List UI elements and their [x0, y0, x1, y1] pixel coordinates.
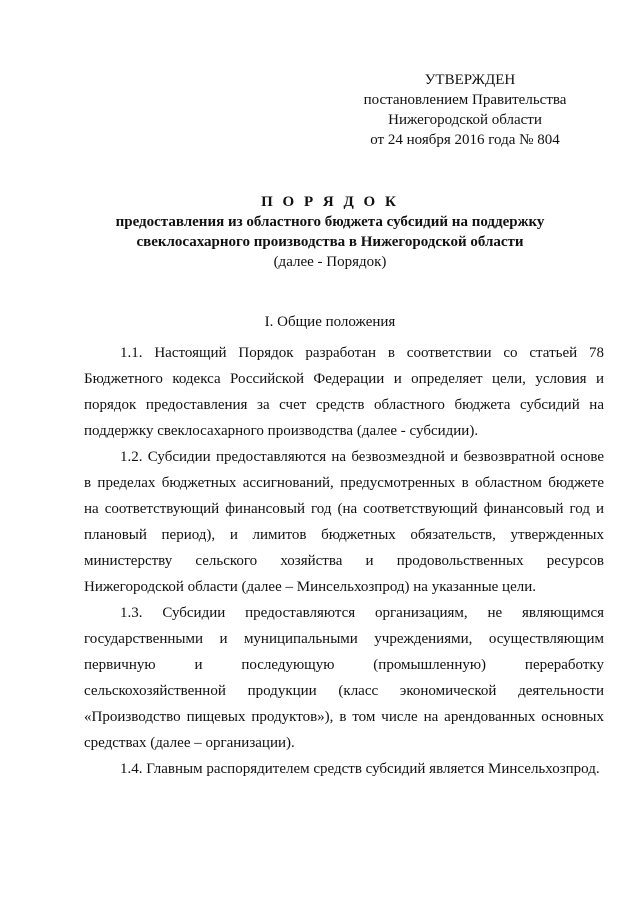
approval-stamp — [355, 70, 575, 150]
title-word: П О Р Я Д О К — [261, 194, 399, 210]
paragraph-1-2: 1.2. Субсидии предоставляются на безвозмездной и безвозвратной основе в пределах бюджетных ассигнований, предусмотренных в областном бюджете на соответствующий финансовый год (на соответствующий финансовый год и плановый период), и лимитов бюджетных обязательств, утвержденных министерству сельского хозяйства и продовольственных ресурсов Нижегородской области (далее – Минсельхозпрод) на указанные цели. — [84, 449, 604, 595]
document-body — [84, 340, 604, 782]
paragraph-1-3: 1.3. Субсидии предоставляются организациям, не являющимся государственными и муниципальными учреждениями, осуществляющим первичную и последующую (промышленную) переработку сельскохозяйственной продукции (класс экономической деятельности «Производство пищевых продуктов»), в том числе на арендованных основных средствах (далее – организации). — [84, 605, 604, 751]
approval-line: постановлением Правительства — [363, 92, 567, 108]
title-line: предоставления из областного бюджета субсидий на поддержку — [115, 214, 545, 230]
paragraph-1-1: 1.1. Настоящий Порядок разработан в соответствии со статьей 78 Бюджетного кодекса Российской Федерации и определяет цели, условия и порядок предоставления за счет средств областного бюджета субсидий на поддержку свеклосахарного производства (далее - субсидии). — [84, 345, 604, 439]
section-heading: I. Общие положения — [264, 314, 396, 330]
title-line: свеклосахарного производства в Нижегородской области — [136, 234, 524, 250]
paragraph-1-4: 1.4. Главным распорядителем средств субсидий является Минсельхозпрод. — [120, 761, 600, 777]
title-note: (далее - Порядок) — [273, 254, 387, 270]
approval-line: Нижегородской области — [388, 112, 542, 128]
approval-date: от 24 ноября 2016 года № 804 — [370, 132, 560, 148]
approval-heading: УТВЕРЖДЕН — [424, 72, 516, 88]
document-title — [80, 192, 580, 272]
